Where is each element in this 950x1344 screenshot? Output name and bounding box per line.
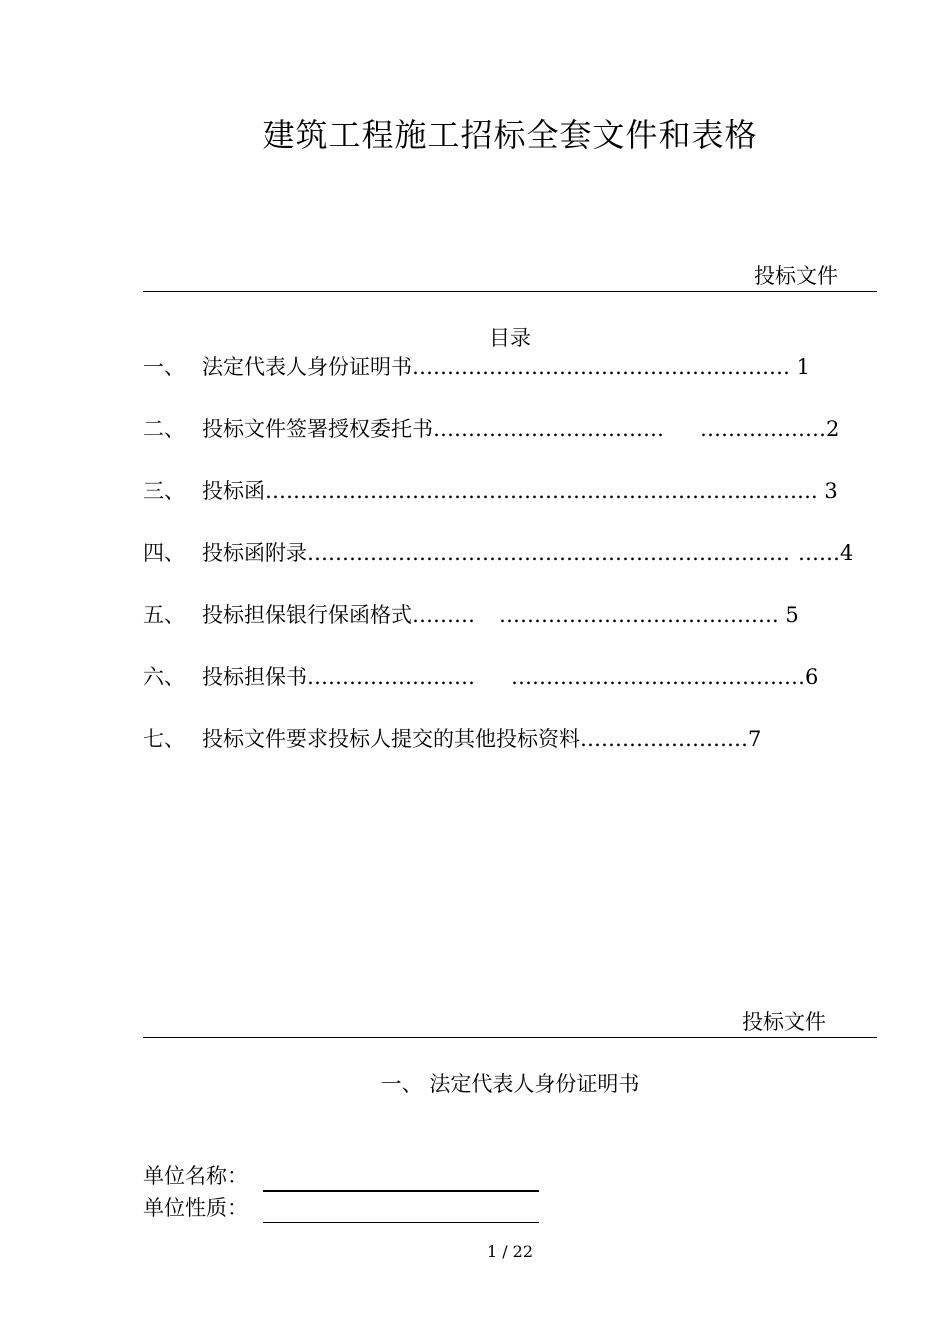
- toc-item-number: 一、: [143, 355, 185, 379]
- toc-item-number: 五、: [143, 603, 185, 627]
- toc-item-text: 投标函附录……………………………………………………………: [202, 541, 790, 565]
- toc-item-number: 七、: [143, 727, 185, 751]
- toc-item-number: 二、: [143, 417, 185, 441]
- page-number: 1 / 22: [486, 1242, 534, 1261]
- toc-item-page: 2: [826, 417, 840, 441]
- form-label: 单位性质：: [143, 1196, 248, 1220]
- toc-item-page: . 5: [772, 603, 799, 627]
- header-label: 投标文件: [754, 264, 838, 288]
- toc-item-number: 三、: [143, 479, 185, 503]
- toc-item-text: 投标函……………………………………………………………………: [202, 479, 811, 503]
- toc-item-text: 投标文件签署授权委托书……………………………: [202, 417, 664, 441]
- toc-item[interactable]: [143, 414, 839, 444]
- toc-item-text: 投标担保银行保函格式………: [202, 603, 475, 627]
- document-title: 建筑工程施工招标全套文件和表格: [262, 116, 758, 154]
- toc-item[interactable]: [143, 662, 818, 692]
- toc-item-text: 投标担保书……………………: [202, 665, 475, 689]
- toc-item-leader: ……: [798, 541, 840, 565]
- toc-heading: 目录: [489, 326, 531, 350]
- header-label: 投标文件: [742, 1010, 826, 1034]
- toc-item-page: 7: [748, 727, 762, 751]
- toc-item-number: 六、: [143, 665, 185, 689]
- toc-item[interactable]: [143, 352, 810, 382]
- toc-item-page: 6: [805, 665, 819, 689]
- toc-item-number: 四、: [143, 541, 185, 565]
- toc-item-page: 4: [840, 541, 854, 565]
- toc-item[interactable]: [143, 476, 838, 506]
- toc-item[interactable]: [143, 600, 799, 630]
- section-heading: 一、 法定代表人身份证明书: [380, 1072, 640, 1096]
- form-label: 单位名称：: [143, 1164, 248, 1188]
- header-rule: [143, 291, 877, 292]
- toc-item-leader: ………………: [700, 417, 826, 441]
- header-rule: [143, 1037, 877, 1038]
- blank-fill-line[interactable]: [263, 1190, 539, 1192]
- toc-item[interactable]: [143, 724, 761, 754]
- toc-item-leader: ……………………………………: [511, 665, 805, 689]
- toc-item-text: 法定代表人身份证明书………………………………………………: [202, 355, 790, 379]
- toc-item-text: 投标文件要求投标人提交的其他投标资料……………………: [202, 727, 748, 751]
- toc-item[interactable]: [143, 538, 853, 568]
- toc-item-leader: …………………………………: [499, 603, 772, 627]
- toc-item-page: . 3: [811, 479, 838, 503]
- blank-fill-line[interactable]: [263, 1222, 539, 1223]
- toc-item-page: 1: [790, 355, 811, 379]
